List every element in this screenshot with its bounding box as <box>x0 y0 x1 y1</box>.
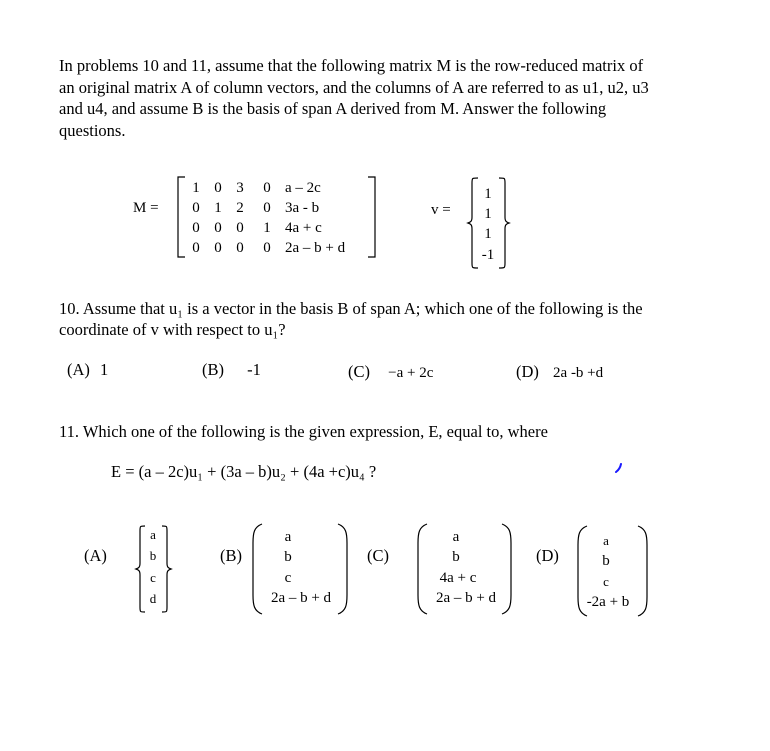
q10-line-2: coordinate of v with respect to u₁? <box>59 320 286 339</box>
q10-option-b-value: -1 <box>247 360 261 379</box>
q11-option-d-right-paren <box>636 525 652 617</box>
matrix-m-cell: 0 <box>263 200 271 216</box>
q11-option-c-entry: a <box>452 529 460 545</box>
q11-option-b-left-paren <box>248 523 264 615</box>
intro-line-4: questions. <box>59 120 126 140</box>
vector-v-label: v = <box>431 202 451 218</box>
intro-line-1: In problems 10 and 11, assume that the following matrix M is the row-reduced matrix of <box>59 56 644 75</box>
q10-option-a-letter: (A) <box>67 360 90 379</box>
q11-option-b-entry: 2a – b + d <box>270 590 332 606</box>
matrix-m-cell: a – 2c <box>285 180 321 196</box>
q11-expression: E = (a – 2c)u₁ + (3a – b)u₂ + (4a +c)u₄ ? <box>111 462 377 481</box>
q11-option-d-entry: c <box>603 574 609 589</box>
matrix-m-cell: 0 <box>192 240 200 256</box>
q10-option-d-letter: (D) <box>516 362 539 381</box>
pen-mark <box>614 463 624 475</box>
q10-option-c-letter: (C) <box>348 362 370 381</box>
q11-option-d-entry: -2a + b <box>586 594 630 610</box>
matrix-m-cell: 0 <box>263 240 271 256</box>
matrix-m-cell: 3a - b <box>285 200 320 216</box>
q11-option-c-entry: b <box>452 549 460 565</box>
matrix-m-cell: 3 <box>236 180 244 196</box>
q11-option-a-left-paren <box>135 525 147 613</box>
vector-v-right-paren <box>496 177 510 269</box>
q11-option-d-letter: (D) <box>536 546 559 565</box>
matrix-m-label: M = <box>133 200 159 216</box>
vector-v-entry: 1 <box>484 186 492 202</box>
q11-option-a-entry: d <box>149 591 157 606</box>
q11-option-b-entry: a <box>284 529 292 545</box>
q10-option-c[interactable] <box>348 362 433 382</box>
matrix-m-cell: 0 <box>192 200 200 216</box>
matrix-m-cell: 4a + c <box>285 220 322 236</box>
q11-option-b-letter: (B) <box>220 546 242 565</box>
q11-option-c-letter: (C) <box>367 546 389 565</box>
matrix-m-cell: 2 <box>236 200 244 216</box>
matrix-m-cell: 0 <box>214 180 222 196</box>
q11-option-c-entry: 2a – b + d <box>435 590 497 606</box>
vector-v-entry: 1 <box>484 226 492 242</box>
q11-option-a-entry: a <box>150 527 156 542</box>
q11-option-c-right-paren <box>500 523 516 615</box>
matrix-m-left-bracket <box>176 176 188 258</box>
vector-v-left-paren <box>467 177 481 269</box>
q10-option-d[interactable] <box>516 362 603 382</box>
matrix-m-cell: 1 <box>192 180 200 196</box>
q11-option-b-entry: c <box>284 570 292 586</box>
matrix-m-right-bracket <box>366 176 378 258</box>
q10-option-c-value: −a + 2c <box>388 365 434 381</box>
q10-line-1: 10. Assume that u₁ is a vector in the basis B of span A; which one of the following is the <box>59 299 643 318</box>
matrix-m-cell: 0 <box>236 220 244 236</box>
q10-option-d-value: 2a -b +d <box>553 365 604 381</box>
vector-v-entry: -1 <box>481 247 495 263</box>
q11-option-c-left-paren <box>413 523 429 615</box>
vector-v-entry: 1 <box>484 206 492 222</box>
q11-option-a-entry: b <box>149 548 157 563</box>
q11-line-1: 11. Which one of the following is the given expression, E, equal to, where <box>59 422 548 441</box>
q11-option-d-entry: a <box>603 533 609 548</box>
matrix-m-cell: 0 <box>214 240 222 256</box>
matrix-m-cell: 1 <box>263 220 271 236</box>
matrix-m-cell: 0 <box>192 220 200 236</box>
matrix-m-cell: 0 <box>214 220 222 236</box>
intro-paragraph <box>59 55 709 141</box>
q10-option-a-value: 1 <box>100 360 109 379</box>
q10-option-b-letter: (B) <box>202 360 224 379</box>
q11-option-b-entry: b <box>284 549 292 565</box>
intro-line-2: an original matrix A of column vectors, and the columns of A are referred to as u1, u2, u3 <box>59 77 649 97</box>
intro-line-3: and u4, and assume B is the basis of span A derived from M. Answer the following <box>59 99 607 118</box>
q11-option-a-right-paren <box>160 525 172 613</box>
matrix-m-cell: 0 <box>236 240 244 256</box>
q10-option-b[interactable] <box>202 360 261 380</box>
q11-option-d-entry: b <box>602 553 610 569</box>
q11-option-c-entry: 4a + c <box>439 570 477 586</box>
matrix-m-cell: 2a – b + d <box>285 240 346 256</box>
matrix-m-cell: 0 <box>263 180 271 196</box>
q11-option-a-entry: c <box>150 570 156 585</box>
q10-option-a[interactable] <box>67 360 108 380</box>
q11-option-a-letter: (A) <box>84 546 107 565</box>
q11-option-b-right-paren <box>336 523 352 615</box>
matrix-m-cell: 1 <box>214 200 222 216</box>
